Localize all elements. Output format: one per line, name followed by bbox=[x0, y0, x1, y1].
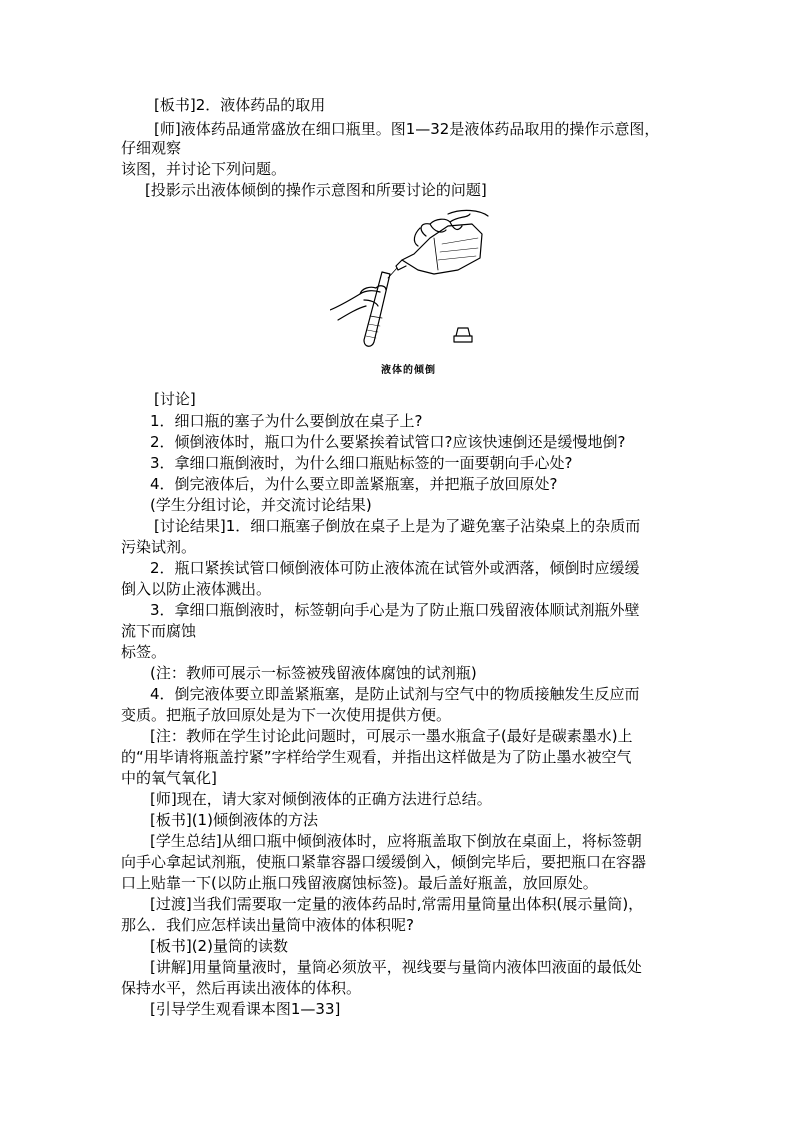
text-line: 污染试剂。 bbox=[121, 538, 197, 556]
text-line: 标签。 bbox=[121, 643, 167, 661]
text-line: (学生分组讨论，并交流讨论结果) bbox=[150, 496, 372, 514]
text-line: 的“用毕请将瓶盖拧紧”字样给学生观看，并指出这样做是为了防止墨水被空气 bbox=[121, 748, 632, 766]
text-line: 口上贴靠一下(以防止瓶口残留液腐蚀标签)。最后盖好瓶盖，放回原处。 bbox=[121, 874, 598, 892]
text-line: 变质。把瓶子放回原处是为下一次使用提供方便。 bbox=[121, 706, 452, 724]
text-line: 保持水平，然后再读出液体的体积。 bbox=[121, 979, 362, 997]
text-line: 3．拿细口瓶倒液时，为什么细口瓶贴标签的一面要朝向手心处? bbox=[150, 454, 573, 472]
text-line: [学生总结]从细口瓶中倾倒液体时，应将瓶盖取下倒放在桌面上，将标签朝 bbox=[150, 832, 642, 850]
text-line: 3．拿细口瓶倒液时，标签朝向手心是为了防止瓶口残留液体顺试剂瓶外壁 bbox=[150, 601, 640, 619]
text-line: 那么．我们应怎样读出量筒中液体的体积呢? bbox=[121, 916, 414, 934]
text-line: 4．倒完液体要立即盖紧瓶塞，是防止试剂与空气中的物质接触发生反应而 bbox=[150, 685, 640, 703]
text-line: [过渡]当我们需要取一定量的液体药品时,常需用量筒量出体积(展示量筒)， bbox=[150, 895, 644, 913]
text-line: [投影示出液体倾倒的操作示意图和所要讨论的问题] bbox=[145, 181, 487, 199]
text-line: 倒入以防止液体溅出。 bbox=[121, 580, 272, 598]
figure-caption: 液体的倾倒 bbox=[381, 365, 436, 376]
text-line: [引导学生观看课本图1—33] bbox=[150, 1000, 341, 1018]
text-line: [注：教师在学生讨论此问题时，可展示一墨水瓶盒子(最好是碳素墨水)上 bbox=[150, 727, 633, 745]
text-line: [讲解]用量筒量液时，量筒必须放平，视线要与量筒内液体凹液面的最低处 bbox=[150, 958, 642, 976]
text-line: 1．细口瓶的塞子为什么要倒放在桌子上? bbox=[150, 412, 423, 430]
text-line: [板书](1)倾倒液体的方法 bbox=[150, 811, 318, 829]
text-line: 2．倾倒液体时，瓶口为什么要紧挨着试管口?应该快速倒还是缓慢地倒? bbox=[150, 433, 626, 451]
text-line: 该图，并讨论下列问题。 bbox=[121, 160, 287, 178]
text-line: [讨论] bbox=[154, 390, 196, 408]
text-line: 2．瓶口紧挨试管口倾倒液体可防止液体流在试管外或洒落，倾倒时应缓缓 bbox=[150, 559, 640, 577]
test-tube bbox=[364, 272, 390, 346]
text-line: [师]液体药品通常盛放在细口瓶里。图1—32是液体药品取用的操作示意图， bbox=[154, 120, 660, 138]
text-line: [板书]2．液体药品的取用 bbox=[154, 96, 326, 114]
text-line: 向手心拿起试剂瓶，使瓶口紧靠容器口缓缓倒入，倾倒完毕后，要把瓶口在容器 bbox=[121, 853, 647, 871]
left-hand bbox=[330, 287, 380, 320]
text-line: 流下而腐蚀 bbox=[121, 622, 197, 640]
liquid-pouring-figure bbox=[330, 208, 500, 360]
text-line: [师]现在，请大家对倾倒液体的正确方法进行总结。 bbox=[150, 790, 492, 808]
text-line: [讨论结果]1．细口瓶塞子倒放在桌子上是为了避免塞子沾染桌上的杂质而 bbox=[154, 517, 641, 535]
text-line: [板书](2)量筒的读数 bbox=[150, 937, 288, 955]
bottle-stopper bbox=[454, 328, 472, 342]
text-line: 仔细观察 bbox=[121, 139, 182, 157]
text-line: 4．倒完液体后，为什么要立即盖紧瓶塞，并把瓶子放回原处? bbox=[150, 475, 558, 493]
text-line: (注：教师可展示一标签被残留液体腐蚀的试剂瓶) bbox=[150, 664, 477, 682]
text-line: 中的氧气氧化] bbox=[121, 769, 217, 787]
